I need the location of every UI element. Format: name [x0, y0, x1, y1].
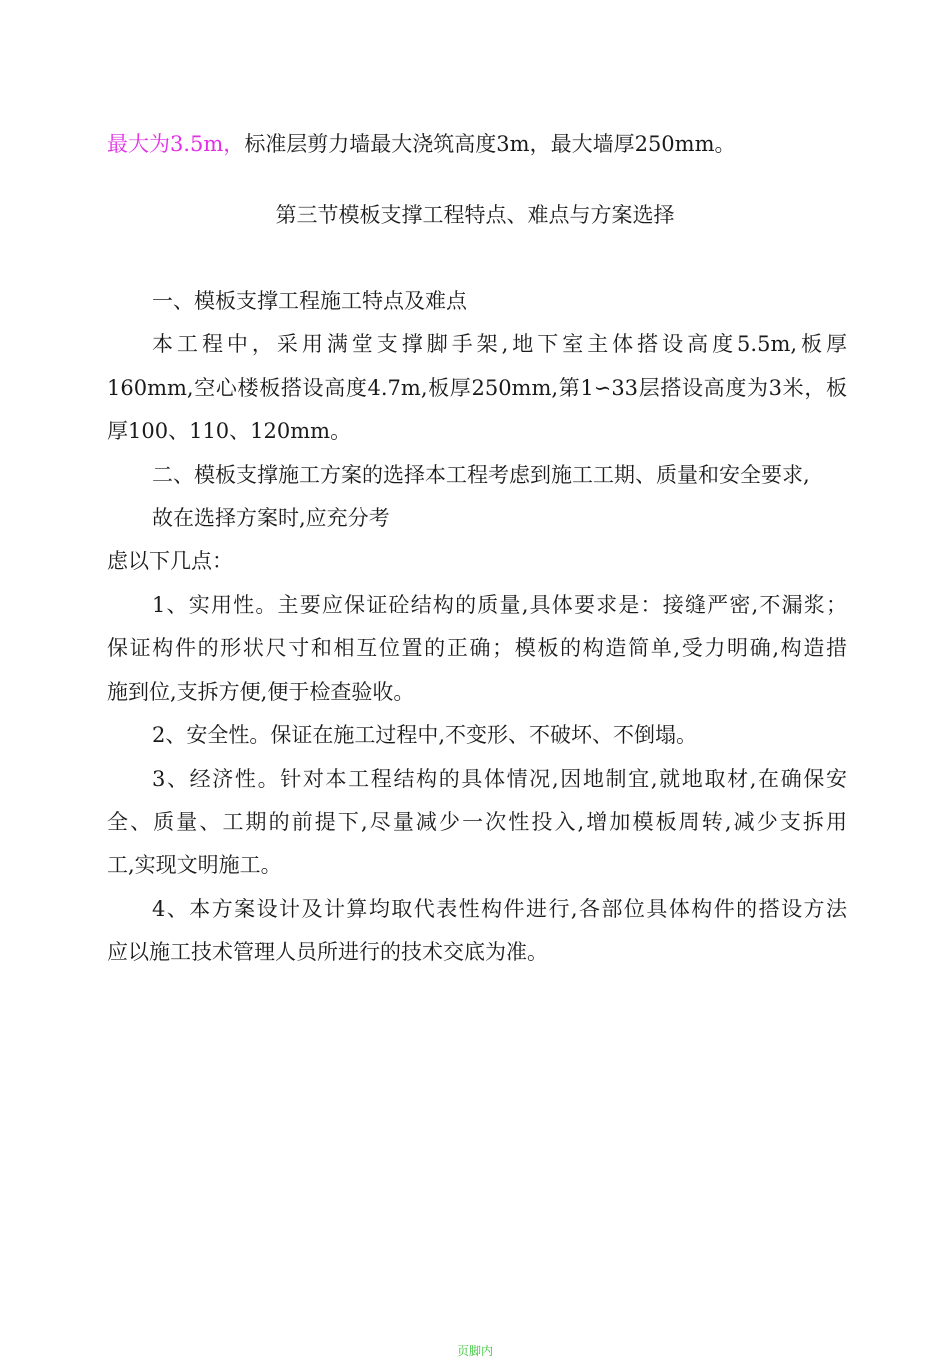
- item-1-line-1: 1、实用性。主要应保证砼结构的质量,具体要求是：接缝严密,不漏浆；: [152, 593, 847, 617]
- item-4-line-2: 应以施工技术管理人员所进行的技术交底为准。: [107, 940, 548, 964]
- item-1-line-2: 保证构件的形状尺寸和相互位置的正确；模板的构造简单,受力明确,构造措: [107, 636, 847, 660]
- subsection-heading-1: 一、模板支撑工程施工特点及难点: [152, 289, 467, 313]
- item-3-line-3: 工,实现文明施工。: [107, 853, 282, 877]
- highlighted-text: 最大为3.5m，: [107, 132, 245, 156]
- item-3-line-1: 3、经济性。针对本工程结构的具体情况,因地制宜,就地取材,在确保安: [152, 767, 847, 791]
- item-3-line-2: 全、质量、工期的前提下,尽量减少一次性投入,增加模板周转,减少支拆用: [107, 810, 847, 834]
- page-footer: 页脚内: [456, 1344, 493, 1358]
- continued-line: [107, 129, 736, 159]
- item-1-line-3: 施到位,支拆方便,便于检查验收。: [107, 680, 415, 704]
- paragraph-1-line-2: 160mm,空心楼板搭设高度4.7m,板厚250mm,第1∽33层搭设高度为3米，板: [107, 376, 847, 400]
- paragraph-1-line-1: 本工程中，采用满堂支撑脚手架,地下室主体搭设高度5.5m,板厚: [152, 332, 847, 356]
- section-title: 第三节模板支撑工程特点、难点与方案选择: [275, 203, 675, 227]
- subsection-2-continued-2: 虑以下几点：: [107, 549, 233, 573]
- subsection-heading-2: 二、模板支撑施工方案的选择本工程考虑到施工工期、质量和安全要求,: [152, 463, 810, 487]
- paragraph-1-line-3: 厚100、110、120mm。: [107, 419, 352, 443]
- subsection-2-continued: 故在选择方案时,应充分考: [152, 506, 390, 530]
- item-4-line-1: 4、本方案设计及计算均取代表性构件进行,各部位具体构件的搭设方法: [152, 897, 847, 921]
- line-text: 标准层剪力墙最大浇筑高度3m，最大墙厚250mm。: [244, 132, 736, 156]
- item-2: 2、安全性。保证在施工过程中,不变形、不破坏、不倒塌。: [152, 723, 698, 747]
